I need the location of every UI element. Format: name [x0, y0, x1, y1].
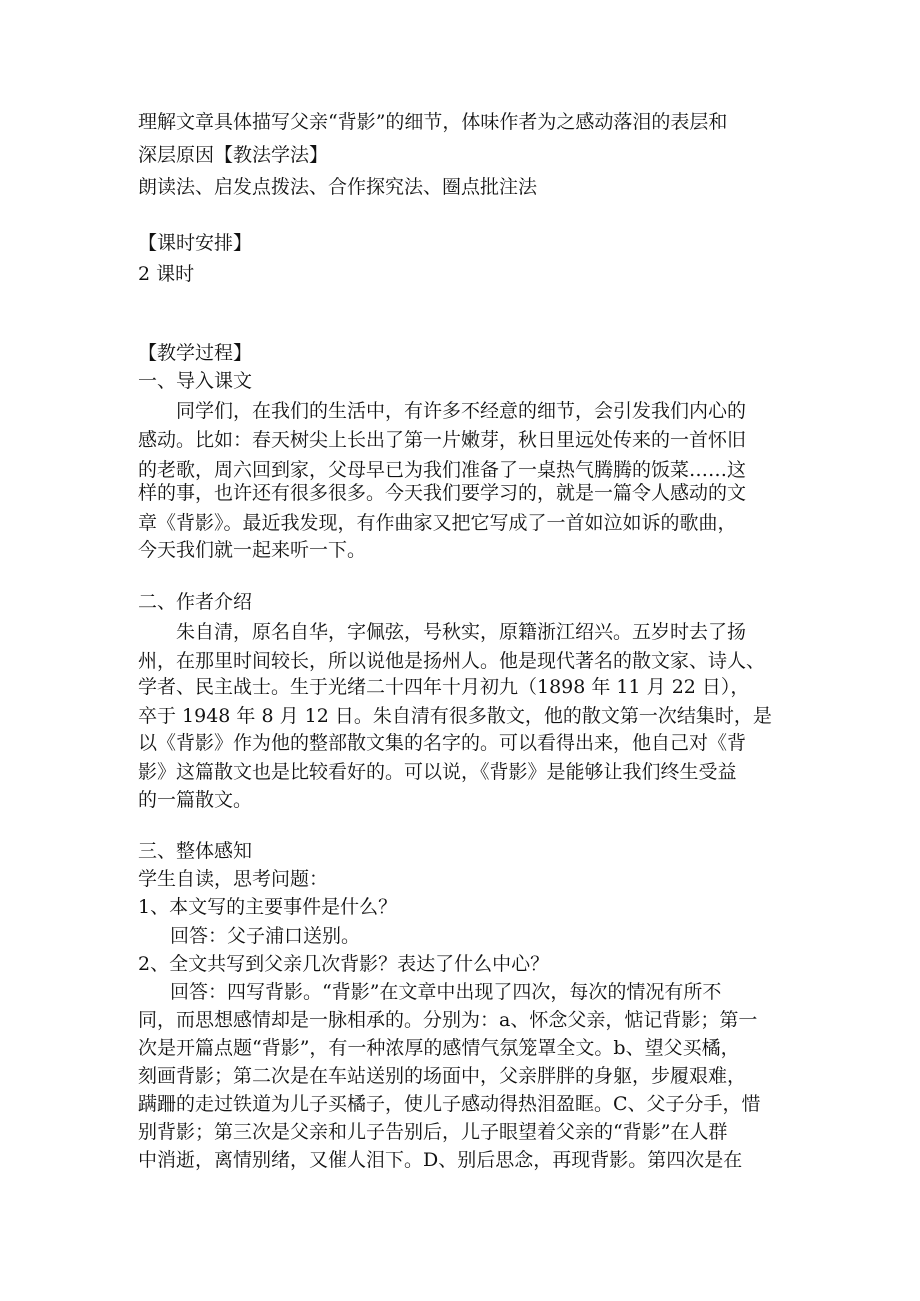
subheading-overview: 三、整体感知 [138, 840, 253, 862]
question-2: 2、全文共写到父亲几次背影？表达了什么中心？ [138, 953, 550, 975]
paragraph-line: 的一篇散文。 [138, 789, 253, 811]
schedule-value: 2 课时 [138, 263, 195, 285]
paragraph-line: 今天我们就一起来听一下。 [138, 539, 367, 561]
answer-1: 回答：父子浦口送别。 [170, 925, 361, 947]
paragraph-line: 的老歌，周六回到家，父母早已为我们准备了一桌热气腾腾的饭菜……这 [138, 459, 747, 481]
paragraph-line: 感动。比如：春天树尖上长出了第一片嫩芽，秋日里远处传来的一首怀旧 [138, 429, 747, 451]
subheading-introduction: 一、导入课文 [138, 370, 253, 392]
answer-2-line: 回答：四写背影。“背影”在文章中出现了四次，每次的情况有所不 [170, 981, 722, 1003]
question-1: 1、本文写的主要事件是什么？ [138, 896, 398, 918]
paragraph-line: 以《背影》作为他的整部散文集的名字的。可以看得出来，他自己对《背 [138, 732, 747, 754]
paragraph-line: 州，在那里时间较长，所以说他是扬州人。他是现代著名的散文家、诗人、 [138, 650, 766, 672]
subheading-author: 二、作者介绍 [138, 591, 253, 613]
paragraph-line: 卒于 1948 年 8 月 12 日。朱自清有很多散文，他的散文第一次结集时，是 [138, 705, 772, 727]
prompt-line: 学生自读，思考问题： [138, 868, 329, 890]
section-heading-process: 【教学过程】 [138, 342, 253, 364]
answer-2-line: 别背影；第三次是父亲和儿子告别后，儿子眼望着父亲的“背影”在人群 [138, 1121, 728, 1143]
paragraph-line: 影》这篇散文也是比较看好的。可以说，《背影》是能够让我们终生受益 [138, 761, 737, 783]
answer-2-line: 刻画背影；第二次是在车站送别的场面中，父亲胖胖的身躯，步履艰难， [138, 1065, 747, 1087]
section-heading-schedule: 【课时安排】 [138, 232, 253, 254]
objective-line-2: 深层原因【教法学法】 [138, 144, 329, 166]
answer-2-line: 同，而思想感情却是一脉相承的。分别为：a、怀念父亲，惦记背影；第一 [138, 1009, 758, 1031]
answer-2-line: 中消逝，离情别绪，又催人泪下。D、别后思念，再现背影。第四次是在 [138, 1149, 743, 1171]
objective-line-1: 理解文章具体描写父亲“背影”的细节，体味作者为之感动落泪的表层和 [138, 111, 728, 133]
paragraph-line: 章《背影》。最近我发现，有作曲家又把它写成了一首如泣如诉的歌曲， [138, 512, 737, 534]
paragraph-line: 同学们，在我们的生活中，有许多不经意的细节，会引发我们内心的 [176, 400, 747, 422]
methods-line: 朗读法、启发点拨法、合作探究法、圈点批注法 [138, 176, 538, 198]
paragraph-line: 朱自清，原名自华，字佩弦，号秋实，原籍浙江绍兴。五岁时去了扬 [176, 621, 747, 643]
answer-2-line: 次是开篇点题“背影”，有一种浓厚的感情气氛笼罩全文。b、望父买橘， [138, 1037, 740, 1059]
paragraph-line: 样的事，也许还有很多很多。今天我们要学习的，就是一篇令人感动的文 [138, 482, 747, 504]
paragraph-line: 学者、民主战士。生于光绪二十四年十月初九（1898 年 11 月 22 日）， [138, 676, 750, 698]
answer-2-line: 蹒跚的走过铁道为儿子买橘子，使儿子感动得热泪盈眶。C、父子分手，惜 [138, 1093, 761, 1115]
